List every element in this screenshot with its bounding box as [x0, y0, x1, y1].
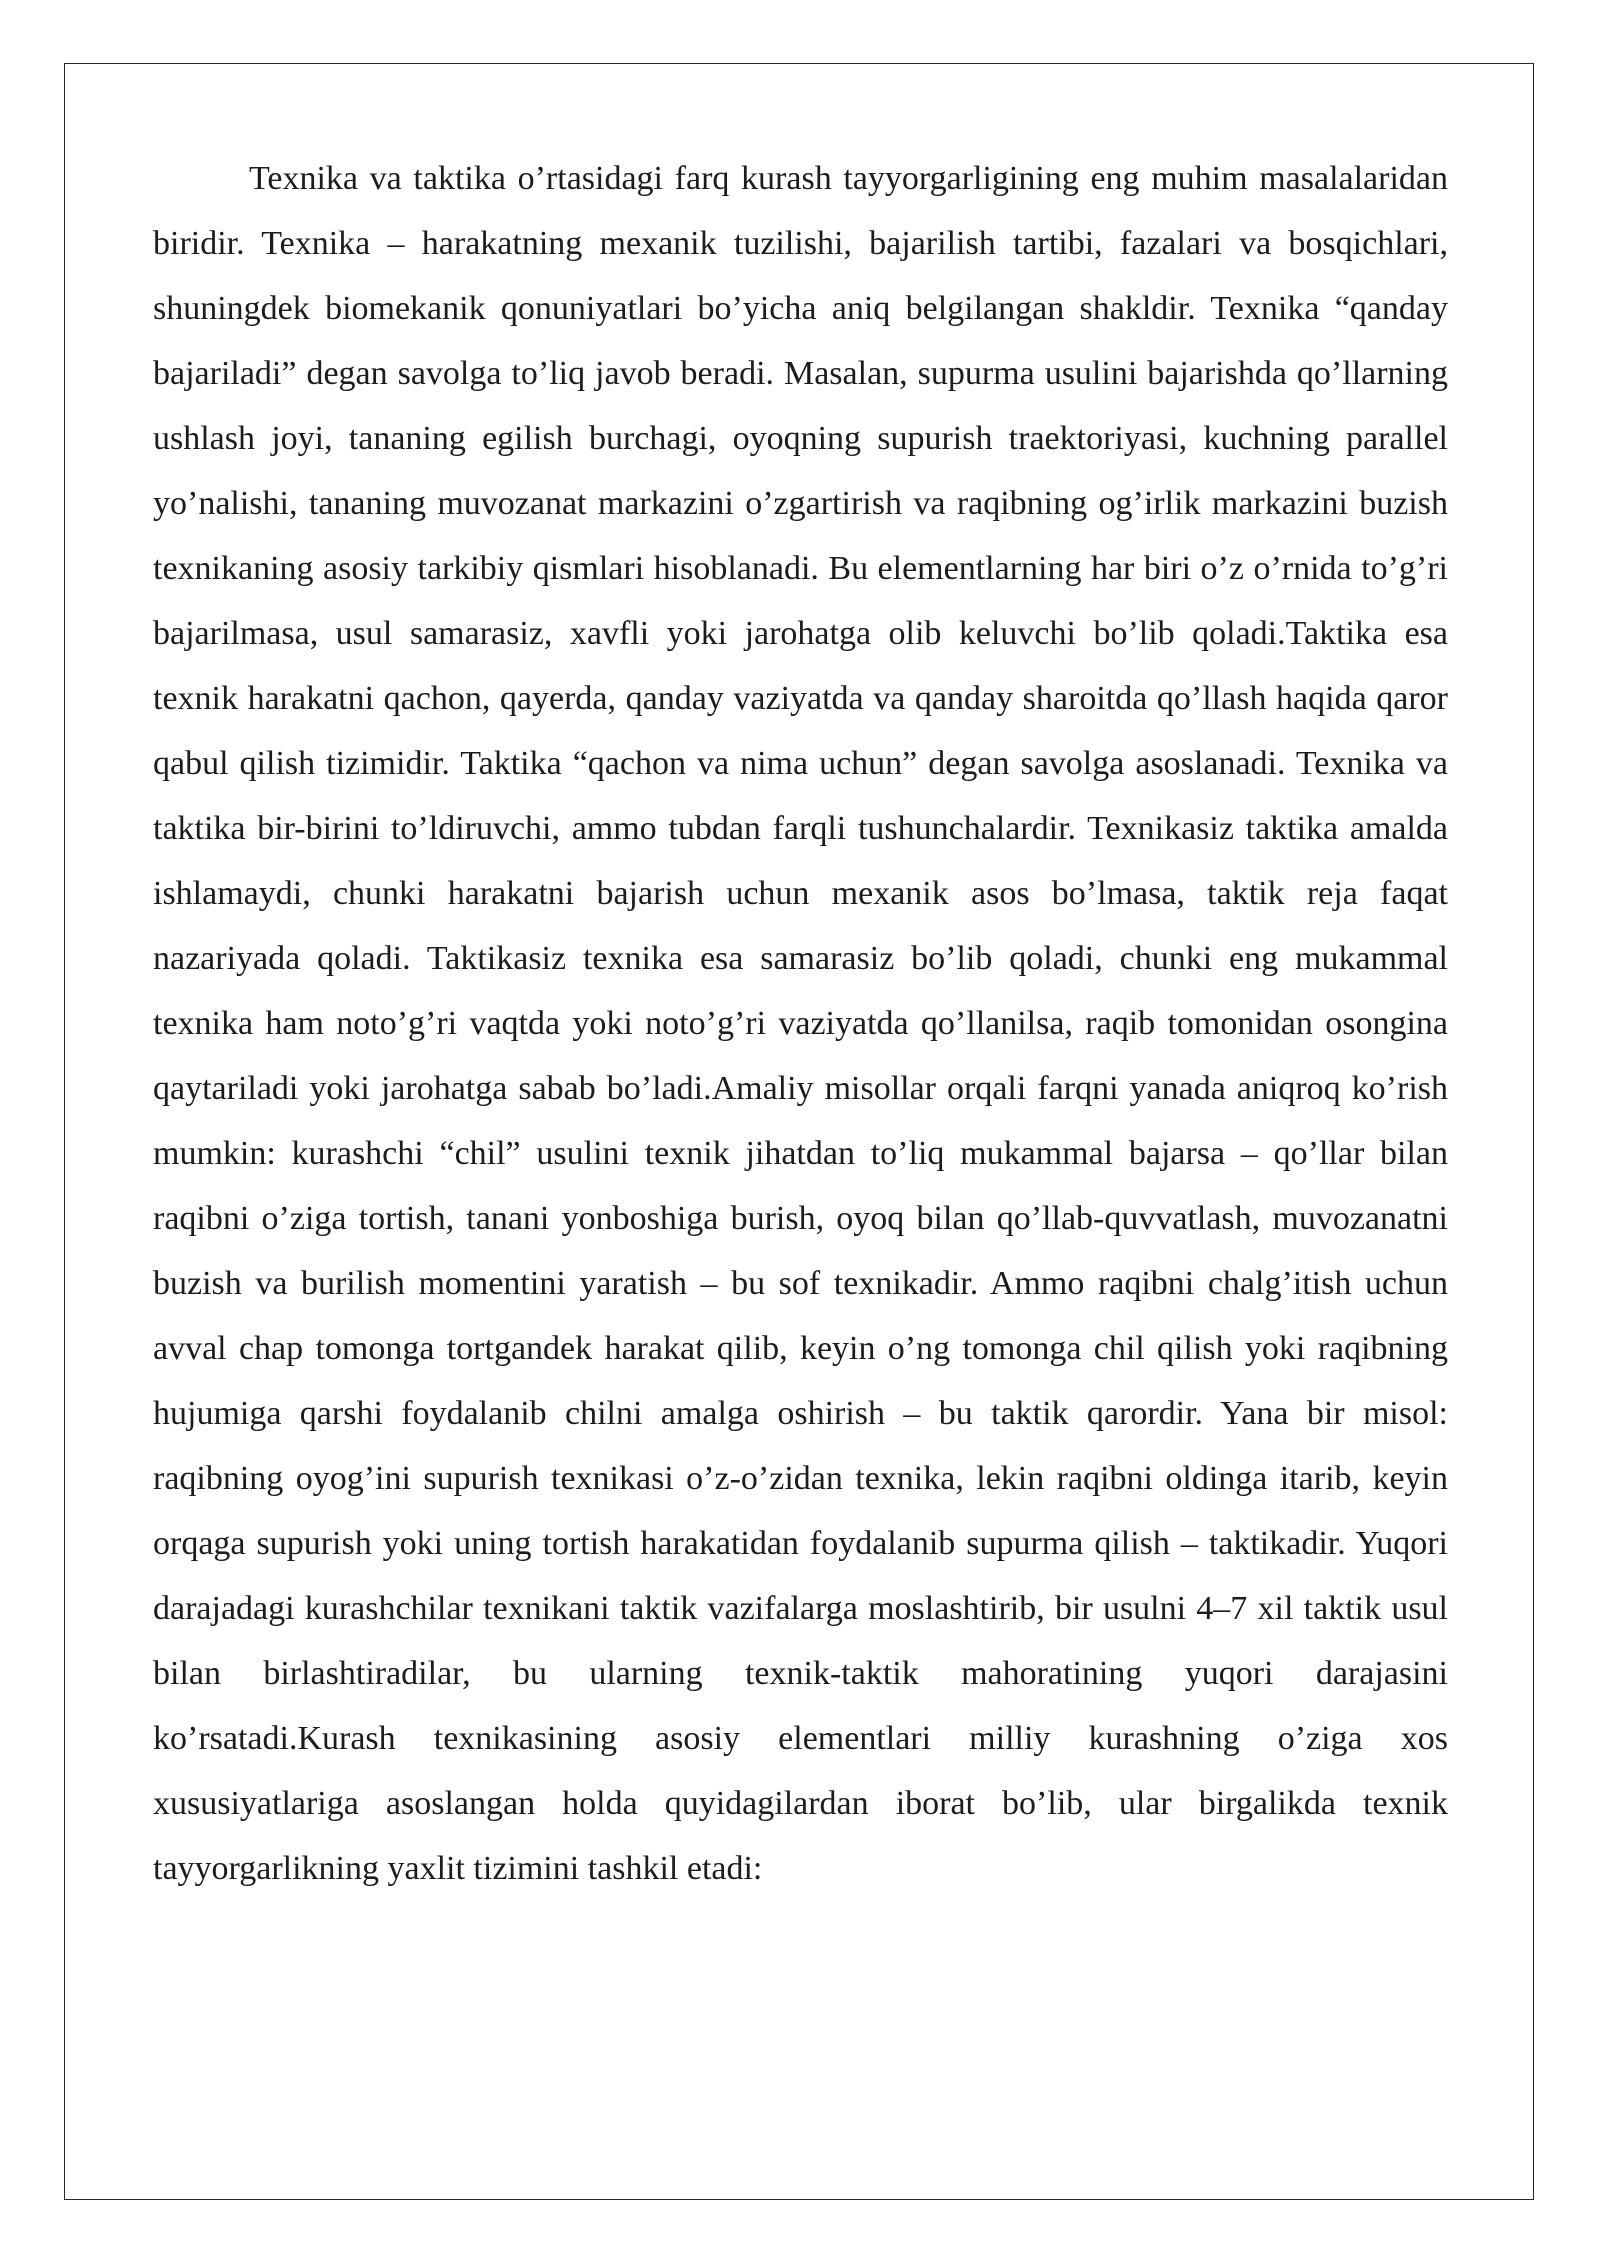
body-paragraph: Texnika va taktika o’rtasidagi farq kurash tayyorgarligining eng muhim masalalaridan biridir. Texnika – harakatning mexanik tuzilishi, bajarilish tartibi, fazalari va bosqichlari, shuningdek biomekanik qonuniyatlari bo’yicha aniq belgilangan shakldir. Texnika “qanday bajariladi” degan savolga to’liq javob beradi. Masalan, supurma usulini bajarishda qo’llarning ushlash joyi, tananing egilish burchagi, oyoqning supurish traektoriyasi, kuchning parallel yo’nalishi, tananing muvozanat markazini o’zgartirish va raqibning og’irlik markazini buzish texnikaning asosiy tarkibiy qismlari hisoblanadi. Bu elementlarning har biri o’z o’rnida to’g’ri bajarilmasa, usul samarasiz, xavfli yoki jarohatga olib keluvchi bo’lib qoladi.Taktika esa texnik harakatni qachon, qayerda, qanday vaziyatda va qanday sharoitda qo’llash haqida qaror qabul qilish tizimidir. Taktika “qachon va nima uchun” degan savolga asoslanadi. Texnika va taktika bir-birini to’ldiruvchi, ammo tubdan farqli tushunchalardir. Texnikasiz taktika amalda ishlamaydi, chunki harakatni bajarish uchun mexanik asos bo’lmasa, taktik reja faqat nazariyada qoladi. Taktikasiz texnika esa samarasiz bo’lib qoladi, chunki eng mukammal texnika ham noto’g’ri vaqtda yoki noto’g’ri vaziyatda qo’llanilsa, raqib tomonidan osongina qaytariladi yoki jarohatga sabab bo’ladi.Amaliy misollar orqali farqni yanada aniqroq ko’rish mumkin: kurashchi “chil” usulini texnik jihatdan to’liq mukammal bajarsa – qo’llar bilan raqibni o’ziga tortish, tanani yonboshiga burish, oyoq bilan qo’llab-quvvatlash, muvozanatni buzish va burilish momentini yaratish – bu sof texnikadir. Ammo raqibni chalg’itish uchun avval chap tomonga tortgandek harakat qilib, keyin o’ng tomonga chil qilish yoki raqibning hujumiga qarshi foydalanib chilni amalga oshirish – bu taktik qarordir. Yana bir misol: raqibning oyog’ini supurish texnikasi o’z-o’zidan texnika, lekin raqibni oldinga itarib, keyin orqaga supurish yoki uning tortish harakatidan foydalanib supurma qilish – taktikadir. Yuqori darajadagi kurashchilar texnikani taktik vazifalarga moslashtirib, bir usulni 4–7 xil taktik usul bilan birlashtiradilar, bu ularning texnik-taktik mahoratining yuqori darajasini ko’rsatadi.Kurash texnikasining asosiy elementlari milliy kurashning o’ziga xos xususiyatlariga asoslangan holda quyidagilardan iborat bo’lib, ular birgalikda texnik tayyorgarlikning yaxlit tizimini tashkil etadi: [153, 160, 1448, 1887]
